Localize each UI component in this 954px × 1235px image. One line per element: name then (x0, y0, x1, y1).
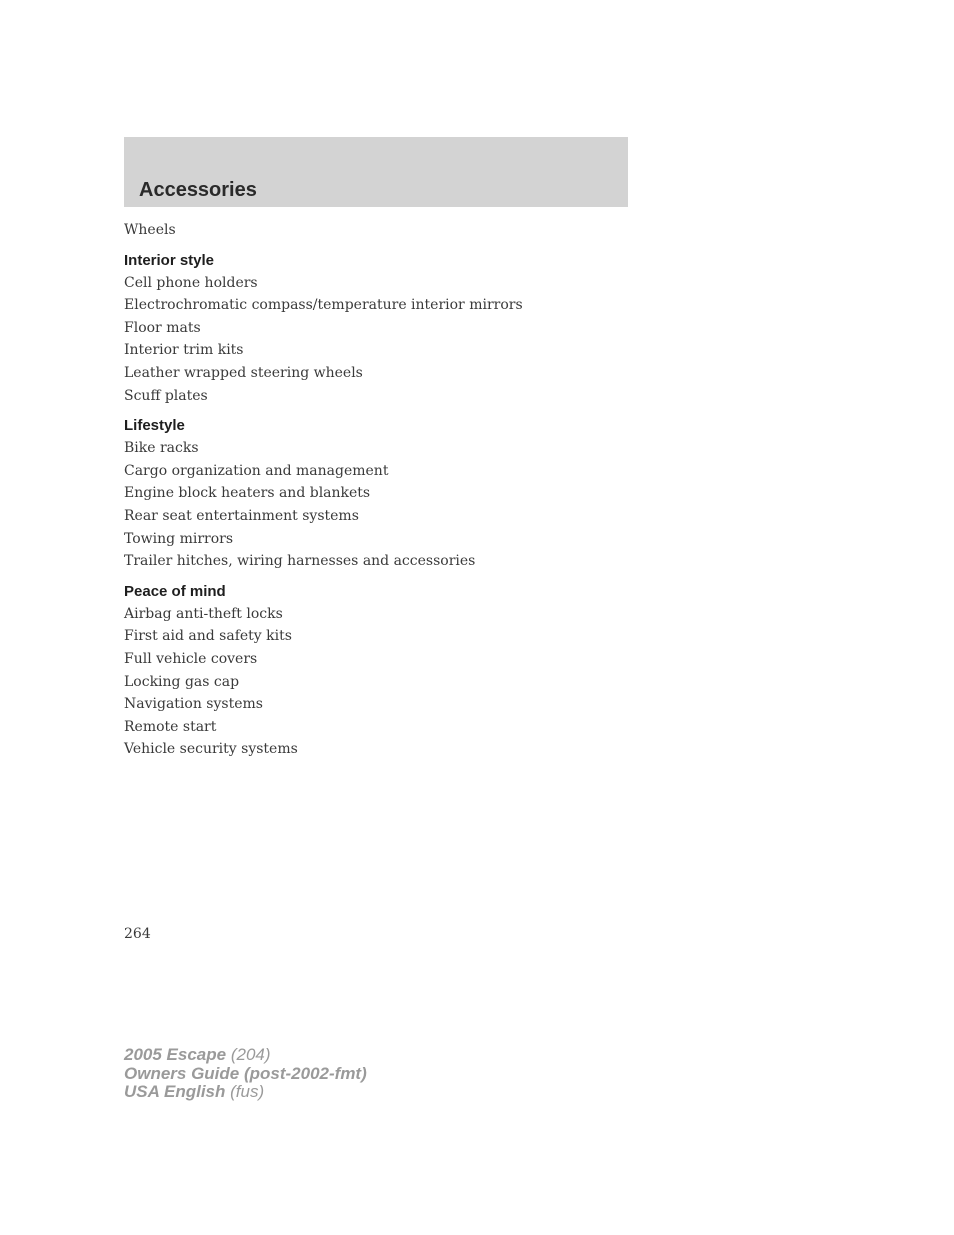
section-list (124, 437, 644, 573)
list-item: Bike racks (124, 440, 199, 457)
list-item: Scuff plates (124, 387, 208, 404)
page-number: 264 (124, 926, 151, 942)
footer-model: 2005 Escape (124, 1045, 227, 1064)
section-lifestyle (124, 415, 644, 573)
list-item: Interior trim kits (124, 342, 244, 359)
header-band (124, 137, 628, 207)
list-item: Navigation systems (124, 696, 263, 713)
intro-list (124, 219, 644, 242)
list-item: Leather wrapped steering wheels (124, 364, 363, 381)
list-item: Rear seat entertainment systems (124, 507, 359, 524)
list-item: Wheels (124, 222, 176, 238)
footer-line-model (124, 1046, 367, 1065)
section-list (124, 603, 644, 761)
footer-guide: Owners Guide (post-2002-fmt) (124, 1063, 367, 1083)
list-item: Vehicle security systems (124, 741, 298, 758)
section-peace-of-mind (124, 581, 644, 761)
list-item: Cargo organization and management (124, 462, 389, 479)
list-item: Floor mats (124, 319, 201, 336)
list-item: Remote start (124, 718, 217, 735)
document-footer (124, 1046, 367, 1102)
list-item: Locking gas cap (124, 673, 240, 690)
list-item: Full vehicle covers (124, 650, 258, 667)
list-item: Engine block heaters and blankets (124, 485, 371, 502)
footer-line-guide (124, 1065, 367, 1084)
section-heading: Lifestyle (124, 417, 185, 435)
section-heading: Peace of mind (124, 582, 226, 600)
list-item: First aid and safety kits (124, 628, 292, 645)
footer-line-language (124, 1083, 367, 1102)
list-item: Electrochromatic compass/temperature interior mirrors (124, 297, 523, 314)
section-list (124, 272, 644, 408)
section-heading: Interior style (124, 251, 215, 269)
list-item: Trailer hitches, wiring harnesses and accessories (124, 553, 476, 570)
list-item: Cell phone holders (124, 274, 258, 291)
list-item: Towing mirrors (124, 530, 234, 547)
accessories-content (124, 219, 644, 761)
footer-language-code: (fus) (230, 1082, 265, 1101)
list-item: Airbag anti-theft locks (124, 605, 283, 622)
footer-model-code: (204) (230, 1045, 271, 1064)
footer-language: USA English (124, 1082, 226, 1101)
page-title: Accessories (139, 179, 257, 201)
section-interior-style (124, 250, 644, 408)
